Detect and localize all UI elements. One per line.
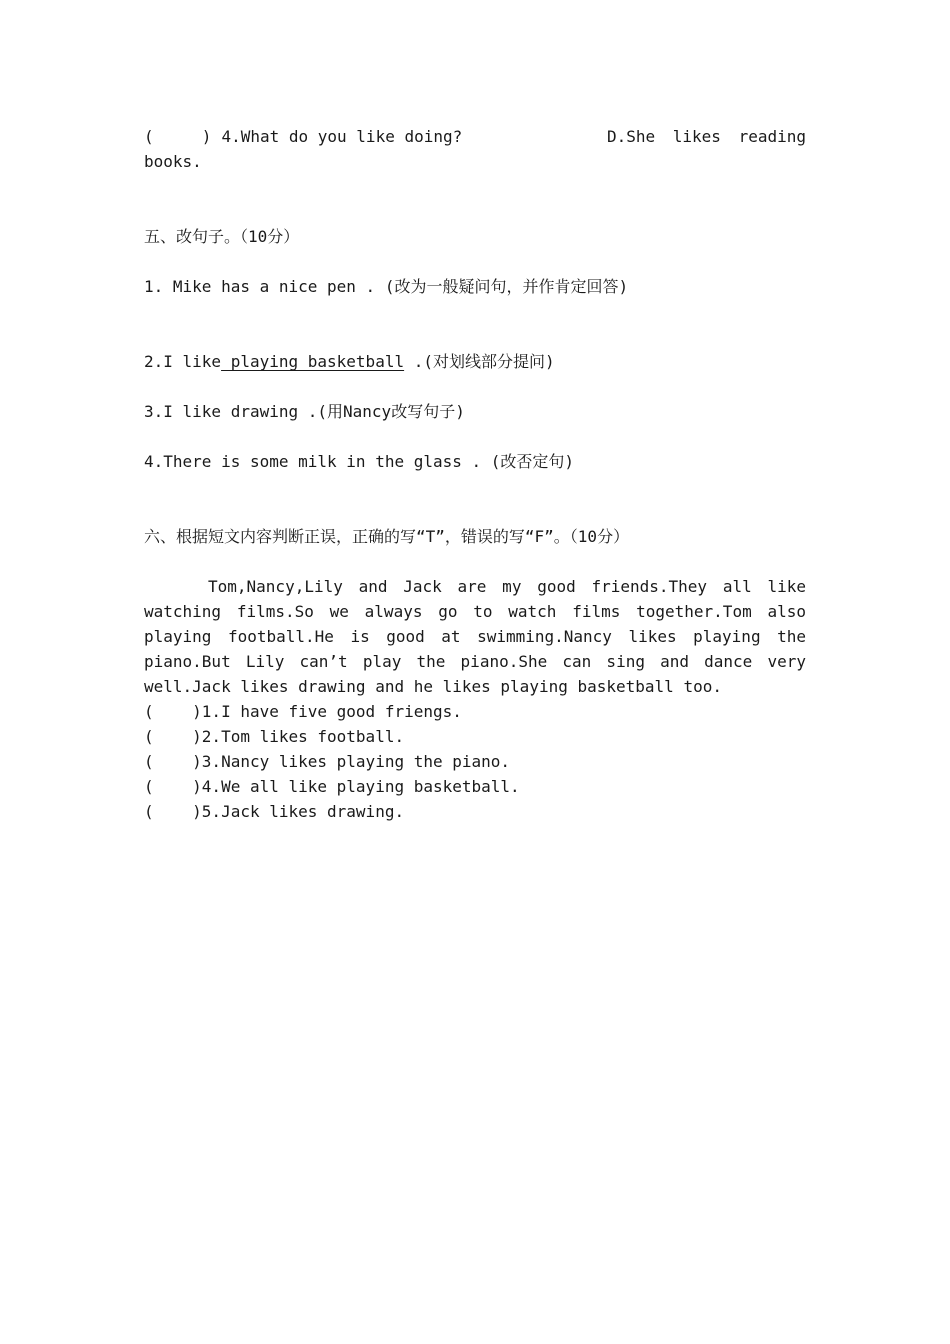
s5-item-2-answer-line [144, 374, 806, 399]
matching-row-5 [144, 174, 806, 199]
answer-text: D.She likes reading [606, 127, 806, 146]
s5-item-1-yes-line [144, 324, 806, 349]
worksheet-page [144, 124, 806, 824]
s5-item-3-prompt: 3.I like drawing .(用Nancy改写句子) [144, 402, 465, 421]
statement-text: 3.Nancy likes playing the piano. [201, 752, 511, 771]
reading-passage [144, 574, 806, 699]
s5-item-3-answer-line [144, 424, 806, 449]
passage-line: piano.But Lily can’t play the piano.She can sing and dance very [144, 652, 806, 671]
tf-item [144, 799, 806, 824]
statement-text: 5.Jack likes drawing. [201, 802, 405, 821]
passage-line: watching films.So we always go to watch films together.Tom also [144, 602, 806, 621]
section-6-title: 六、根据短文内容判断正误，正确的写“T”，错误的写“F”。（10分） [144, 527, 630, 546]
statement-text: 1.I have five good friengs. [201, 702, 462, 721]
section-5-title: 五、改句子。（10分） [144, 227, 300, 246]
matching-row-4-wrap: books. [144, 152, 202, 171]
passage-line: playing football.He is good at swimming.Nancy likes playing the [144, 627, 806, 646]
answer-paren[interactable]: ( ) [144, 702, 202, 721]
answer-paren[interactable]: ( ) [144, 777, 202, 796]
matching-row-4 [144, 124, 806, 149]
text-fragment: .(对划线部分提问) [404, 352, 555, 371]
tf-item [144, 774, 806, 799]
tf-item [144, 749, 806, 774]
s5-item-4-prompt: 4.There is some milk in the glass . (改否定句) [144, 452, 575, 471]
answer-paren: ( ) [144, 127, 212, 146]
passage-line: well.Jack likes drawing and he likes playing basketball too. [144, 677, 722, 696]
statement-text: 2.Tom likes football. [201, 727, 405, 746]
answer-paren[interactable]: ( ) [144, 752, 202, 771]
statement-text: 4.We all like playing basketball. [201, 777, 520, 796]
s5-item-1-answer-line [144, 299, 806, 324]
true-false-list [144, 699, 806, 824]
s5-item-2-prompt [144, 349, 806, 374]
passage-line: Tom,Nancy,Lily and Jack are my good friends.They all like [208, 577, 806, 596]
answer-paren[interactable]: ( ) [144, 802, 202, 821]
answer-paren[interactable]: ( ) [144, 727, 202, 746]
tf-item [144, 699, 806, 724]
underlined-phrase: playing basketball [221, 352, 405, 371]
s5-item-4-answer-line [144, 474, 806, 499]
s5-item-1-prompt: 1. Mike has a nice pen . (改为一般疑问句，并作肯定回答) [144, 277, 629, 296]
text-fragment: 2.I like [144, 352, 222, 371]
question-text: 4.What do you like doing? [221, 127, 463, 146]
tf-item [144, 724, 806, 749]
